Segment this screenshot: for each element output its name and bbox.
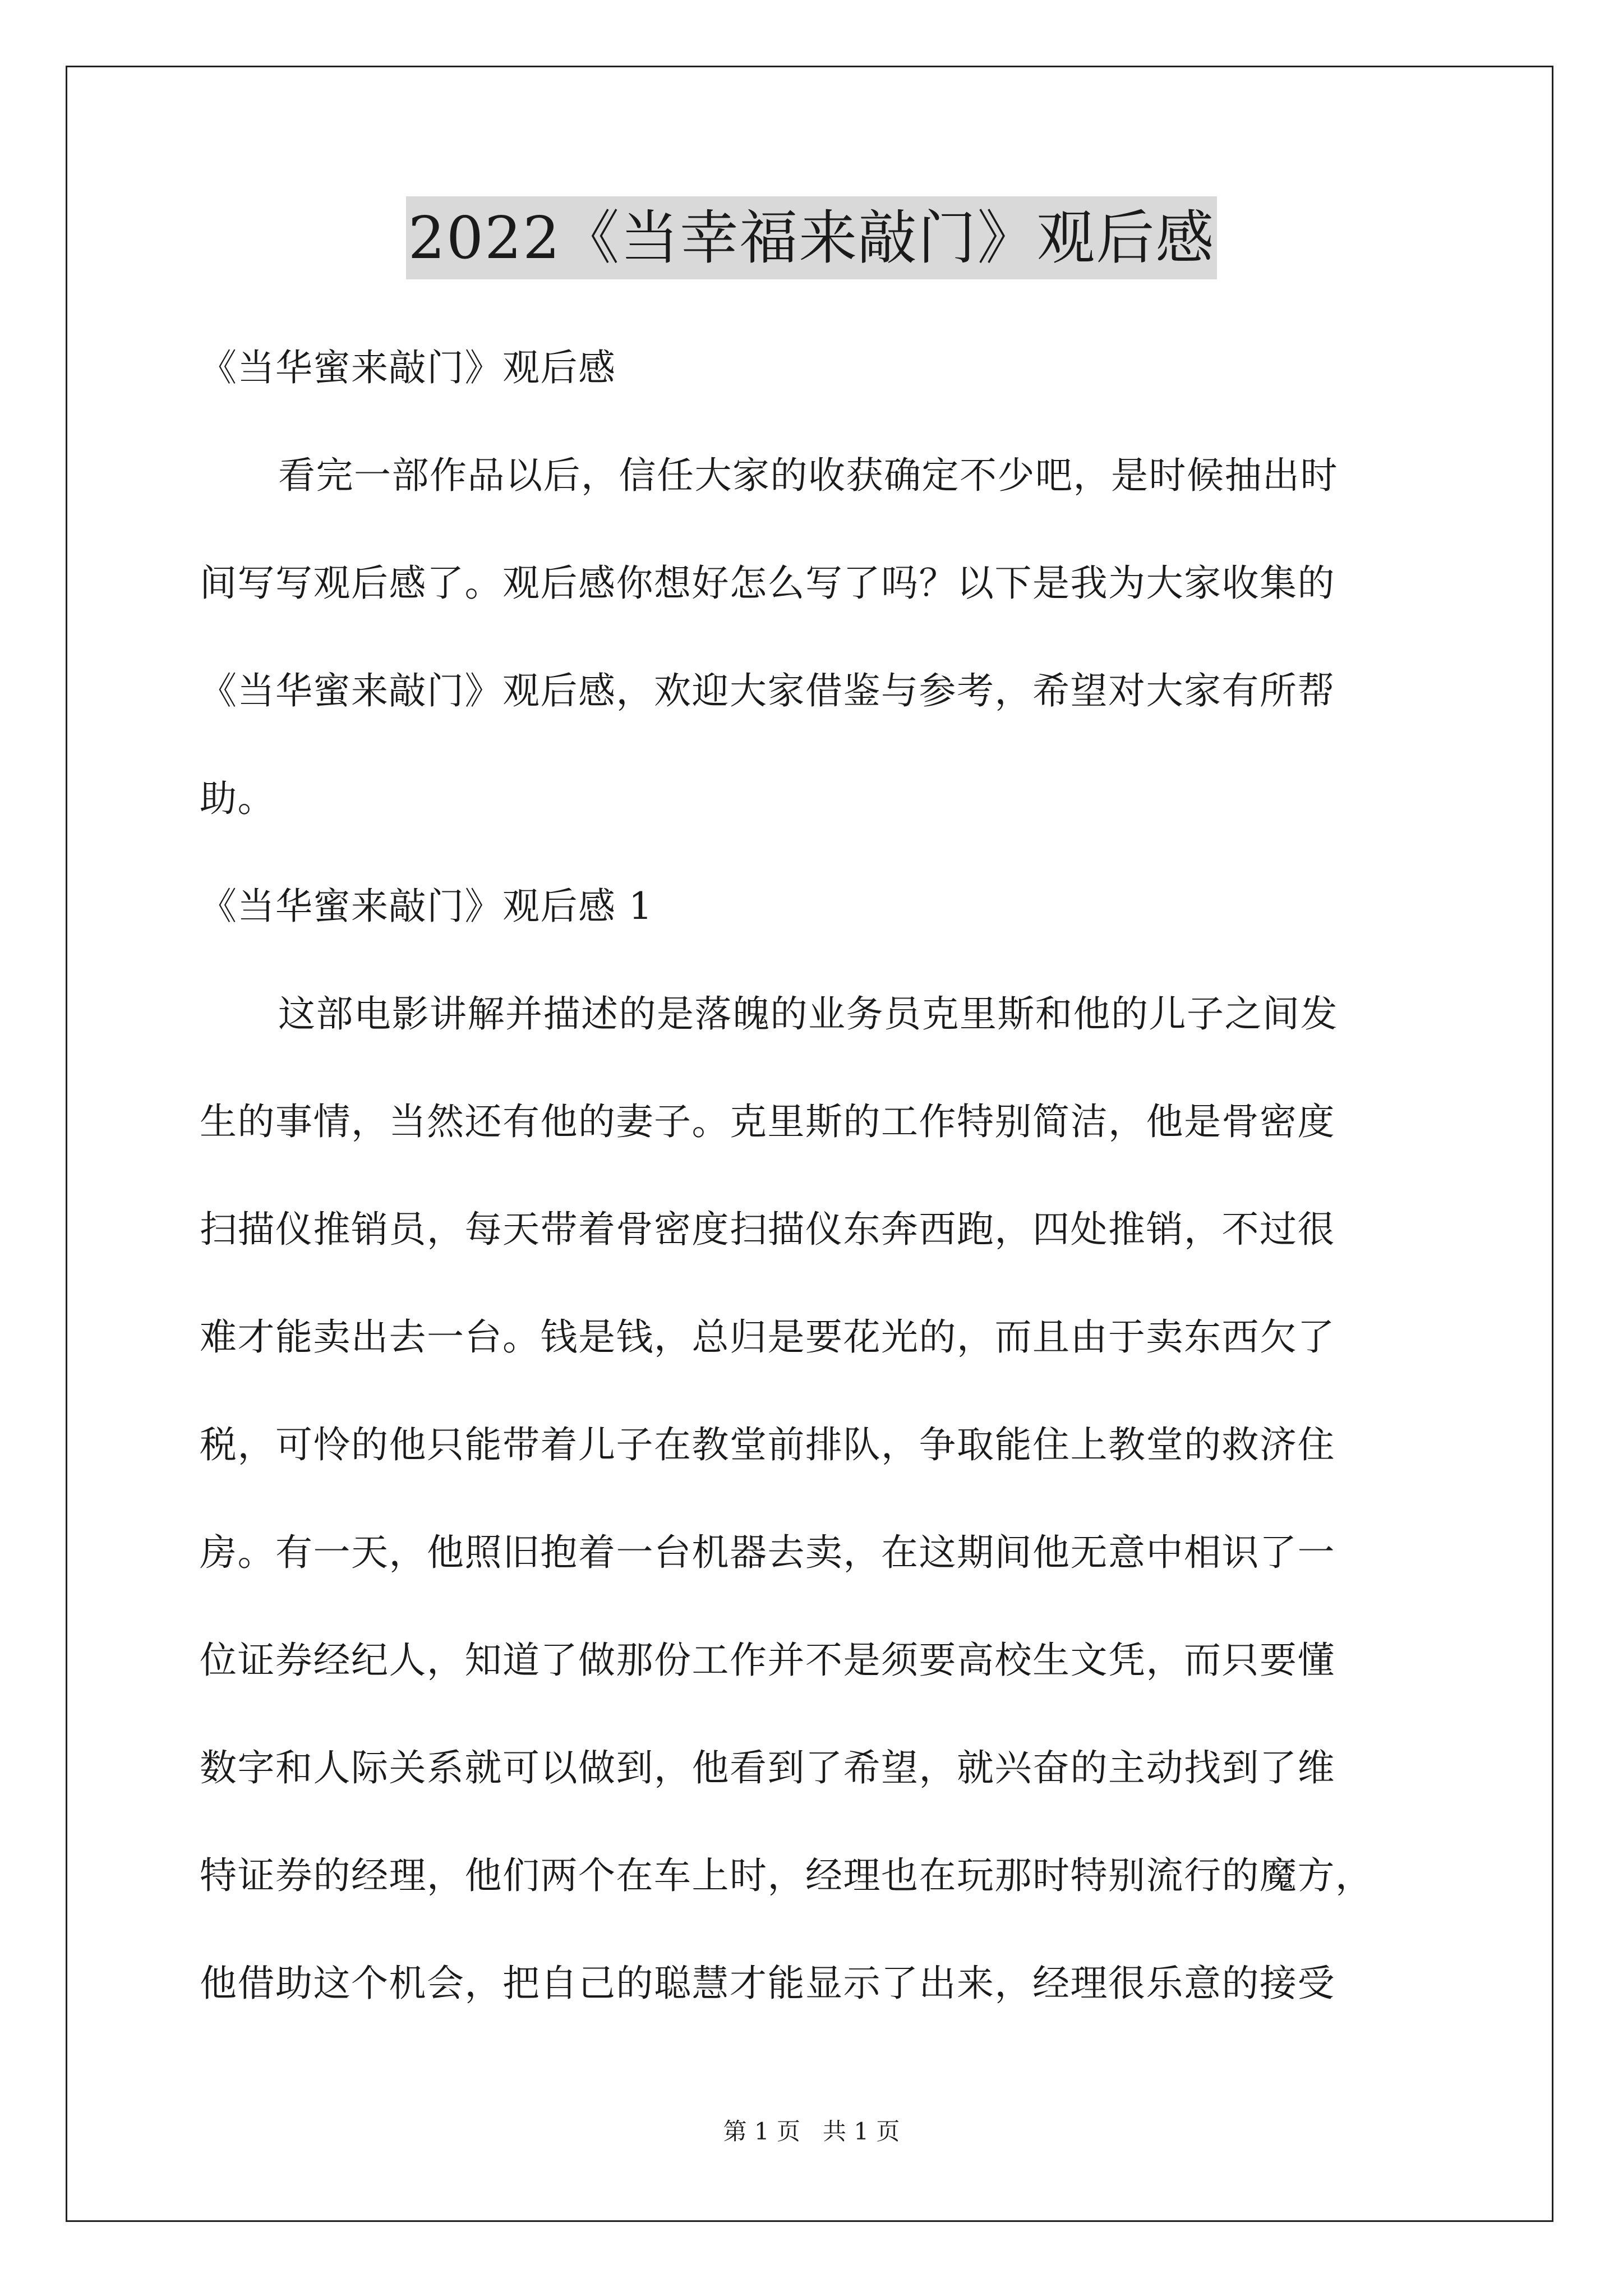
body-line: 《当华蜜来敲门》观后感，欢迎大家借鉴与参考，希望对大家有所帮: [200, 669, 1335, 712]
body-line: 数字和人际关系就可以做到，他看到了希望，就兴奋的主动找到了维: [200, 1746, 1335, 1789]
body-line: 《当华蜜来敲门》观后感 1: [200, 885, 653, 928]
body-line: 位证券经纪人，知道了做那份工作并不是须要高校生文凭，而只要懂: [200, 1639, 1335, 1682]
body-line: 房。有一天，他照旧抱着一台机器去卖，在这期间他无意中相识了一: [200, 1531, 1335, 1574]
page-footer: [0, 2115, 1623, 2148]
body-line: 生的事情，当然还有他的妻子。克里斯的工作特别简洁，他是骨密度: [200, 1100, 1335, 1143]
page-total: 共 1 页: [823, 2118, 900, 2145]
body-line: 税，可怜的他只能带着儿子在教堂前排队，争取能住上教堂的救济住: [200, 1423, 1335, 1466]
body-line: 特证券的经理，他们两个在车上时，经理也在玩那时特别流行的魔方，: [200, 1854, 1373, 1897]
body-line: 难才能卖出去一台。钱是钱，总归是要花光的，而且由于卖东西欠了: [200, 1315, 1335, 1359]
page-number: 第 1 页: [723, 2118, 800, 2145]
body-line: 看完一部作品以后，信任大家的收获确定不少吧，是时候抽出时: [278, 454, 1338, 497]
body-line: 《当华蜜来敲门》观后感: [200, 346, 616, 389]
body-line: 他借助这个机会，把自己的聪慧才能显示了出来，经理很乐意的接受: [200, 1962, 1335, 2005]
body-line: 扫描仪推销员，每天带着骨密度扫描仪东奔西跑，四处推销，不过很: [200, 1208, 1335, 1251]
document-body: [200, 314, 1433, 2037]
body-line: 这部电影讲解并描述的是落魄的业务员克里斯和他的儿子之间发: [278, 992, 1338, 1036]
body-line: 间写写观后感了。观后感你想好怎么写了吗？以下是我为大家收集的: [200, 562, 1335, 605]
body-line: 助。: [200, 777, 275, 820]
title-container: [0, 196, 1623, 279]
document-title: 2022《当幸福来敲门》观后感: [406, 196, 1218, 279]
